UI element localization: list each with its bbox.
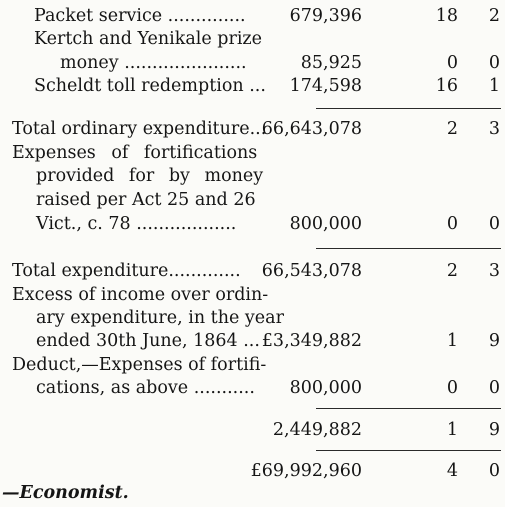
- amount-pounds: 800,000: [289, 214, 362, 234]
- amount-pence: 9: [488, 420, 500, 440]
- row-label: Vict., c. 78 ..................: [36, 214, 237, 234]
- amount-pounds: £3,349,882: [261, 331, 362, 351]
- amount-pence: 1: [488, 76, 500, 96]
- amount-pence: 3: [488, 119, 500, 139]
- source-credit-line: [0, 481, 505, 505]
- table-row: [0, 418, 505, 442]
- table-row: [0, 212, 505, 236]
- amount-pounds: 174,598: [289, 76, 362, 96]
- amount-shillings: 1: [446, 331, 458, 351]
- row-label: cations, as above ...........: [36, 378, 255, 398]
- table-row: [0, 51, 505, 75]
- amount-pounds: 679,396: [289, 6, 362, 26]
- amount-pounds: 2,449,882: [272, 420, 362, 440]
- table-row: [0, 329, 505, 353]
- amount-shillings: 18: [435, 6, 458, 26]
- amount-pence: 0: [488, 53, 500, 73]
- table-row: [0, 74, 505, 98]
- amount-shillings: 4: [446, 461, 458, 481]
- row-label: Scheldt toll redemption ...: [34, 76, 266, 96]
- row-label: ended 30th June, 1864 ...: [36, 331, 260, 351]
- table-row: [0, 27, 505, 51]
- row-label: money ......................: [60, 53, 247, 73]
- amount-pounds: 85,925: [300, 53, 362, 73]
- section-rule: [316, 450, 501, 451]
- row-label: provided for by money: [36, 166, 264, 186]
- table-row: [0, 188, 505, 212]
- amount-pounds: 66,643,078: [261, 119, 362, 139]
- row-label: Kertch and Yenikale prize: [34, 29, 263, 49]
- amount-pence: 3: [488, 261, 500, 281]
- table-row: [0, 459, 505, 483]
- amount-pounds: £69,992,960: [250, 461, 362, 481]
- section-rule: [316, 248, 501, 249]
- amount-shillings: 0: [446, 53, 458, 73]
- row-label: raised per Act 25 and 26: [36, 190, 256, 210]
- table-row: [0, 306, 505, 330]
- row-label: Total ordinary expenditure...: [12, 119, 267, 139]
- amount-shillings: 2: [446, 119, 458, 139]
- amount-shillings: 2: [446, 261, 458, 281]
- amount-pence: 0: [488, 461, 500, 481]
- amount-pounds: 66,543,078: [261, 261, 362, 281]
- table-row: [0, 4, 505, 28]
- amount-pence: 2: [488, 6, 500, 26]
- amount-pence: 9: [488, 331, 500, 351]
- table-row: [0, 117, 505, 141]
- table-row: [0, 141, 505, 165]
- amount-shillings: 0: [446, 214, 458, 234]
- row-label: Total expenditure.............: [12, 261, 241, 281]
- section-rule: [316, 408, 501, 409]
- amount-pounds: 800,000: [289, 378, 362, 398]
- amount-shillings: 0: [446, 378, 458, 398]
- row-label: Packet service ..............: [34, 6, 246, 26]
- amount-pence: 0: [488, 214, 500, 234]
- row-label: ary expenditure, in the year: [36, 308, 284, 328]
- table-row: [0, 353, 505, 377]
- table-row: [0, 259, 505, 283]
- amount-pence: 0: [488, 378, 500, 398]
- amount-shillings: 16: [435, 76, 458, 96]
- table-row: [0, 164, 505, 188]
- amount-shillings: 1: [446, 420, 458, 440]
- section-rule: [316, 108, 501, 109]
- table-row: [0, 376, 505, 400]
- source-credit: —Economist.: [2, 483, 129, 503]
- row-label: Excess of income over ordin-: [12, 285, 269, 305]
- table-row: [0, 283, 505, 307]
- row-label: Deduct,—Expenses of fortifi-: [12, 355, 267, 375]
- row-label: Expenses of fortifications: [12, 143, 258, 163]
